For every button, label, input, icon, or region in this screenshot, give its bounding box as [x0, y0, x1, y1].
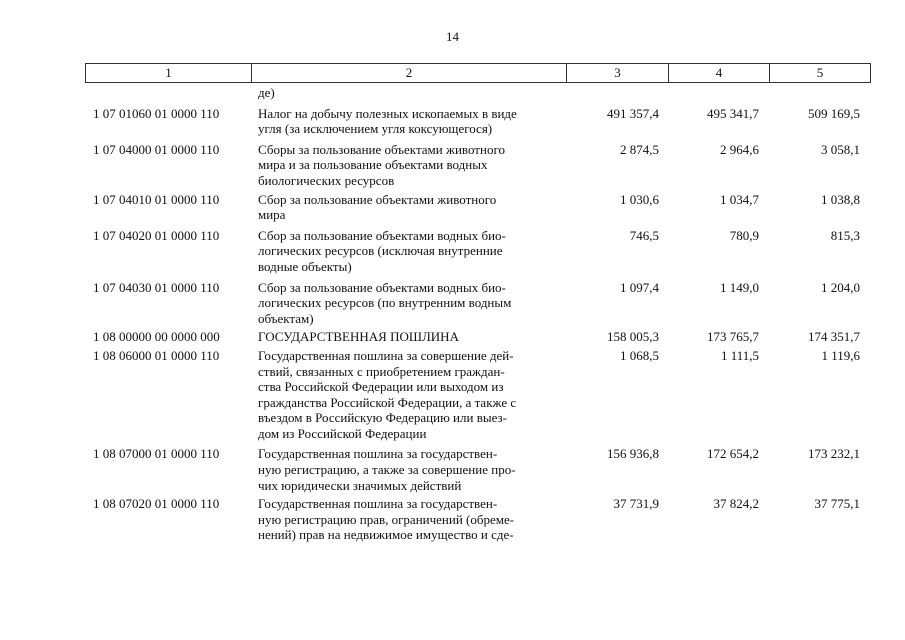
table-row	[85, 106, 865, 137]
row-value-col5: 174 351,7	[808, 329, 860, 345]
row-value-col3: 2 874,5	[620, 141, 659, 157]
row-value-col4: 37 824,2	[713, 496, 759, 512]
row-description	[250, 329, 564, 345]
description-line: Государственная пошлина за государствен-	[258, 446, 498, 462]
row-value-col3: 1 030,6	[620, 191, 659, 207]
row-value-col5: 1 204,0	[821, 279, 860, 295]
row-value-col4: 172 654,2	[707, 446, 759, 462]
table-row	[85, 329, 865, 345]
row-description	[250, 280, 564, 327]
row-code: 1 07 04030 01 0000 110	[93, 279, 220, 295]
description-line: дом из Российской Федерации	[258, 425, 427, 441]
row-value-col5: 1 119,6	[821, 347, 860, 363]
row-value-col4: 495 341,7	[707, 105, 759, 121]
row-code: 1 07 04010 01 0000 110	[93, 191, 220, 207]
row-value-col3: 1 097,4	[620, 279, 659, 295]
row-code: 1 08 06000 01 0000 110	[93, 347, 220, 363]
row-code: 1 07 04000 01 0000 110	[93, 141, 220, 157]
row-value-col3: 491 357,4	[607, 105, 659, 121]
description-line: ства Российской Федерации или выходом из	[258, 379, 504, 395]
description-line: ную регистрацию прав, ограничений (обреме-	[258, 511, 515, 527]
table-row	[85, 142, 865, 189]
row-code: 1 08 07000 01 0000 110	[93, 446, 220, 462]
row-value-col4: 1 034,7	[720, 191, 759, 207]
header-cell-5: 5	[770, 64, 871, 83]
table-row	[85, 192, 865, 223]
row-value-col4: 780,9	[729, 227, 759, 243]
row-description	[250, 106, 564, 137]
row-value-col5: 815,3	[830, 227, 860, 243]
row-value-col5: 509 169,5	[808, 105, 860, 121]
row-code: 1 07 01060 01 0000 110	[93, 105, 220, 121]
header-cell-4: 4	[669, 64, 770, 83]
description-line: Сбор за пользование объектами водных био-	[258, 279, 506, 295]
description-line: ГОСУДАРСТВЕННАЯ ПОШЛИНА	[258, 329, 459, 345]
table-row	[85, 228, 865, 275]
description-line: Сбор за пользование объектами водных био-	[258, 227, 506, 243]
description-line: логических ресурсов (исключая внутренние	[258, 243, 503, 259]
description-line: водные объекты)	[258, 258, 352, 274]
row-value-col5: 3 058,1	[821, 141, 860, 157]
row-description	[250, 192, 564, 223]
table-row	[85, 496, 865, 543]
row-value-col3: 746,5	[629, 227, 659, 243]
row-description	[250, 85, 564, 101]
description-line: ствий, связанных с приобретением граждан-	[258, 363, 505, 379]
row-value-col5: 173 232,1	[808, 446, 860, 462]
header-cell-3: 3	[567, 64, 669, 83]
description-line: мира и за пользование объектами водных	[258, 157, 488, 173]
description-line: угля (за исключением угля коксующегося)	[258, 121, 493, 137]
row-value-col5: 37 775,1	[814, 496, 860, 512]
table-body	[85, 85, 865, 543]
description-line: логических ресурсов (по внутренним водным	[258, 295, 512, 311]
description-line: Сбор за пользование объектами животного	[258, 191, 497, 207]
description-line: ную регистрацию, а также за совершение про-	[258, 462, 516, 478]
description-line: биологических ресурсов	[258, 172, 395, 188]
description-line: Налог на добычу полезных ископаемых в виде	[258, 105, 517, 121]
table-row	[85, 280, 865, 327]
row-description	[250, 228, 564, 275]
description-line: Государственная пошлина за государствен-	[258, 496, 498, 512]
row-value-col4: 173 765,7	[707, 329, 759, 345]
row-description	[250, 142, 564, 189]
description-line: де)	[258, 85, 275, 100]
table-row	[85, 446, 865, 493]
description-line: нений) прав на недвижимое имущество и сде-	[258, 527, 514, 543]
row-value-col4	[665, 85, 765, 101]
row-value-col3: 37 731,9	[613, 496, 659, 512]
row-value-col3: 156 936,8	[607, 446, 659, 462]
table-header	[85, 63, 871, 83]
row-value-col5: 1 038,8	[821, 191, 860, 207]
row-description	[250, 496, 564, 543]
description-line: чих юридически значимых действий	[258, 477, 462, 493]
row-value-col4: 1 149,0	[720, 279, 759, 295]
table-row	[85, 85, 865, 101]
row-code	[85, 85, 250, 101]
row-code: 1 08 00000 00 0000 000	[93, 329, 220, 345]
description-line: Государственная пошлина за совершение дей-	[258, 347, 514, 363]
header-cell-2: 2	[252, 64, 567, 83]
row-value-col4: 2 964,6	[720, 141, 759, 157]
row-code: 1 08 07020 01 0000 110	[93, 496, 220, 512]
row-value-col4: 1 111,5	[720, 347, 759, 363]
description-line: объектам)	[258, 310, 314, 326]
description-line: Сборы за пользование объектами животного	[258, 141, 505, 157]
row-code: 1 07 04020 01 0000 110	[93, 227, 220, 243]
row-value-col3: 1 068,5	[620, 347, 659, 363]
table-row	[85, 348, 865, 442]
description-line: мира	[258, 207, 286, 223]
row-value-col3	[564, 85, 665, 101]
row-value-col5	[765, 85, 865, 101]
page-number: 14	[446, 29, 459, 44]
description-line: въездом в Российскую Федерацию или выез-	[258, 410, 507, 426]
row-value-col3: 158 005,3	[607, 329, 659, 345]
row-description	[250, 348, 564, 442]
row-description	[250, 446, 564, 493]
header-cell-1: 1	[86, 64, 252, 83]
description-line: гражданства Российской Федерации, а также с	[258, 394, 517, 410]
